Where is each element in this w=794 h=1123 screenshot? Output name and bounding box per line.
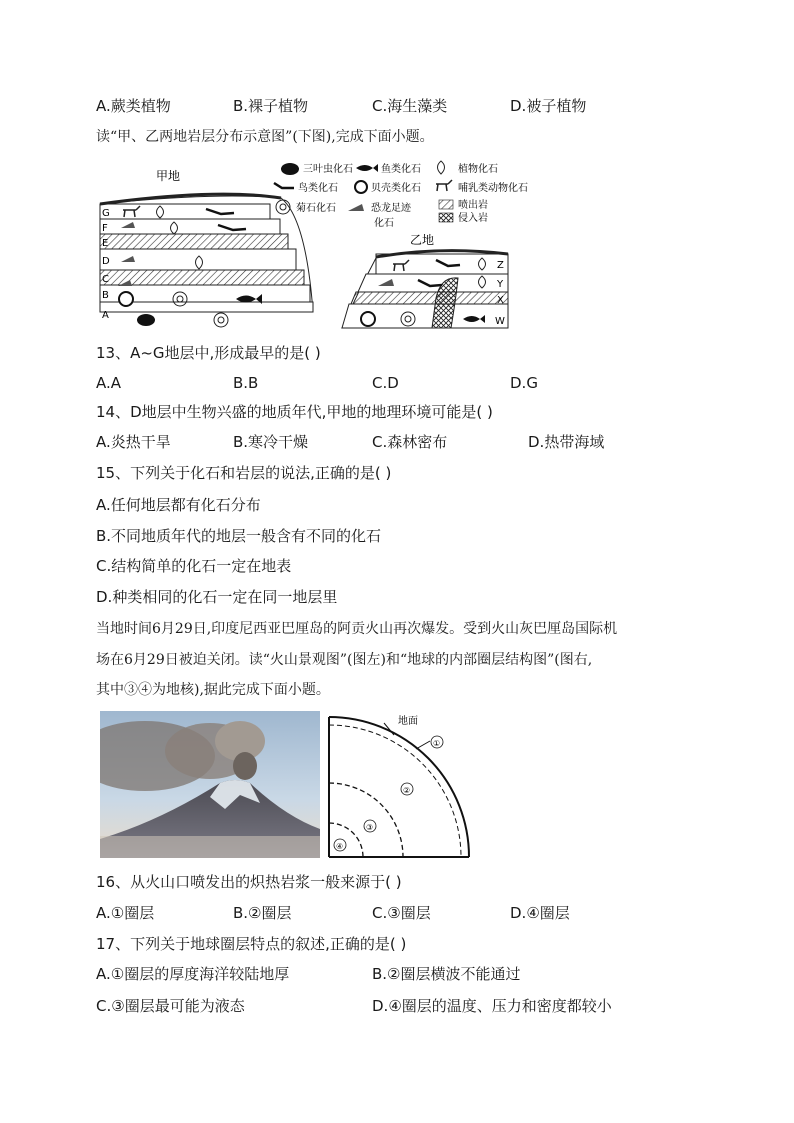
layer-4-marker: ④ (336, 842, 344, 851)
legend-dino-2: 化石 (374, 218, 394, 229)
q14-option-a: A.炎热干旱 (96, 433, 171, 451)
legend-trilobite: 三叶虫化石 (303, 164, 353, 175)
intro-strata: 读“甲、乙两地岩层分布示意图”(下图),完成下面小题。 (96, 129, 434, 145)
q13-option-b: B.B (233, 374, 259, 392)
dino-footprint-icon (348, 204, 364, 211)
plant-icon (438, 161, 445, 174)
shell-icon (355, 181, 367, 193)
trilobite-icon (281, 163, 299, 175)
layer-E: E (102, 238, 109, 249)
q15-option-a: A.任何地层都有化石分布 (96, 496, 261, 514)
intrusive-swatch (439, 213, 453, 222)
volcano-photo (100, 711, 320, 858)
trilobite-icon (137, 314, 155, 326)
q14-option-d: D.热带海域 (528, 433, 605, 451)
strata-diagram (96, 158, 546, 332)
q12-option-c: C.海生藻类 (372, 97, 448, 115)
layer-W: W (495, 316, 505, 327)
q15-stem: 15、下列关于化石和岩层的说法,正确的是( ) (96, 464, 392, 482)
q13-option-a: A.A (96, 374, 122, 392)
layer-Z: Z (497, 260, 504, 271)
q17-option-b: B.②圈层横波不能通过 (372, 965, 521, 983)
q15-option-c: C.结构简单的化石一定在地表 (96, 557, 292, 575)
q12-option-d: D.被子植物 (510, 97, 587, 115)
site-b-label: 乙地 (410, 233, 435, 247)
layer-C: C (102, 274, 109, 285)
intro-volcano-line3: 其中③④为地核),据此完成下面小题。 (96, 682, 330, 698)
legend-bird: 鸟类化石 (298, 183, 338, 194)
q13-option-d: D.G (510, 374, 538, 392)
layer-1-marker: ① (433, 739, 441, 748)
layer-G: G (102, 208, 110, 219)
intro-volcano-line1: 当地时间6月29日,印度尼西亚巴厘岛的阿贡火山再次爆发。受到火山灰巴厘岛国际机 (96, 621, 618, 637)
legend-shell: 贝壳类化石 (371, 183, 421, 194)
shell-icon (119, 292, 133, 306)
q17-stem: 17、下列关于地球圈层特点的叙述,正确的是( ) (96, 935, 407, 953)
q17-option-a: A.①圈层的厚度海洋较陆地厚 (96, 965, 290, 983)
intro-volcano-line2: 场在6月29日被迫关闭。读“火山景观图”(图左)和“地球的内部圈层结构图”(图右, (96, 652, 593, 668)
legend-plant: 植物化石 (458, 164, 498, 175)
legend-mammal: 哺乳类动物化石 (458, 183, 528, 194)
extrusive-swatch (439, 200, 453, 209)
layer-X: X (497, 295, 504, 306)
fish-icon (356, 164, 378, 172)
layer-B: B (102, 290, 109, 301)
surface-label: 地面 (398, 716, 418, 727)
q15-option-d: D.种类相同的化石一定在同一地层里 (96, 588, 338, 606)
site-a-label: 甲地 (156, 169, 181, 183)
layer-2-marker: ② (403, 786, 411, 795)
legend-dino-1: 恐龙足迹 (371, 203, 411, 214)
legend-ammonite: 菊石化石 (296, 203, 336, 214)
layer-Y: Y (497, 279, 504, 290)
bird-icon (274, 183, 294, 188)
q14-option-b: B.寒冷干燥 (233, 433, 309, 451)
layer-3-marker: ③ (366, 823, 374, 832)
q16-option-c: C.③圈层 (372, 904, 431, 922)
ammonite-icon (214, 313, 228, 327)
q16-stem: 16、从火山口喷发出的炽热岩浆一般来源于( ) (96, 873, 402, 891)
q14-stem: 14、D地层中生物兴盛的地质年代,甲地的地理环境可能是( ) (96, 403, 493, 421)
legend-extrusive: 喷出岩 (458, 200, 488, 211)
shell-icon (361, 312, 375, 326)
layer-D: D (102, 256, 110, 267)
q17-option-d: D.④圈层的温度、压力和密度都较小 (372, 997, 612, 1015)
q15-option-b: B.不同地质年代的地层一般含有不同的化石 (96, 527, 382, 545)
earth-layers-diagram (326, 711, 476, 861)
q12-option-b: B.裸子植物 (233, 97, 309, 115)
q13-stem: 13、A~G地层中,形成最早的是( ) (96, 344, 321, 362)
layer-F: F (102, 223, 108, 234)
q12-option-a: A.蕨类植物 (96, 97, 171, 115)
q16-option-d: D.④圈层 (510, 904, 570, 922)
q16-option-a: A.①圈层 (96, 904, 155, 922)
mammal-icon (436, 180, 452, 191)
q14-option-c: C.森林密布 (372, 433, 448, 451)
q16-option-b: B.②圈层 (233, 904, 292, 922)
layer-A: A (102, 310, 109, 321)
legend-fish: 鱼类化石 (381, 164, 421, 175)
q17-option-c: C.③圈层最可能为液态 (96, 997, 245, 1015)
q13-option-c: C.D (372, 374, 399, 392)
legend-intrusive: 侵入岩 (458, 213, 488, 224)
